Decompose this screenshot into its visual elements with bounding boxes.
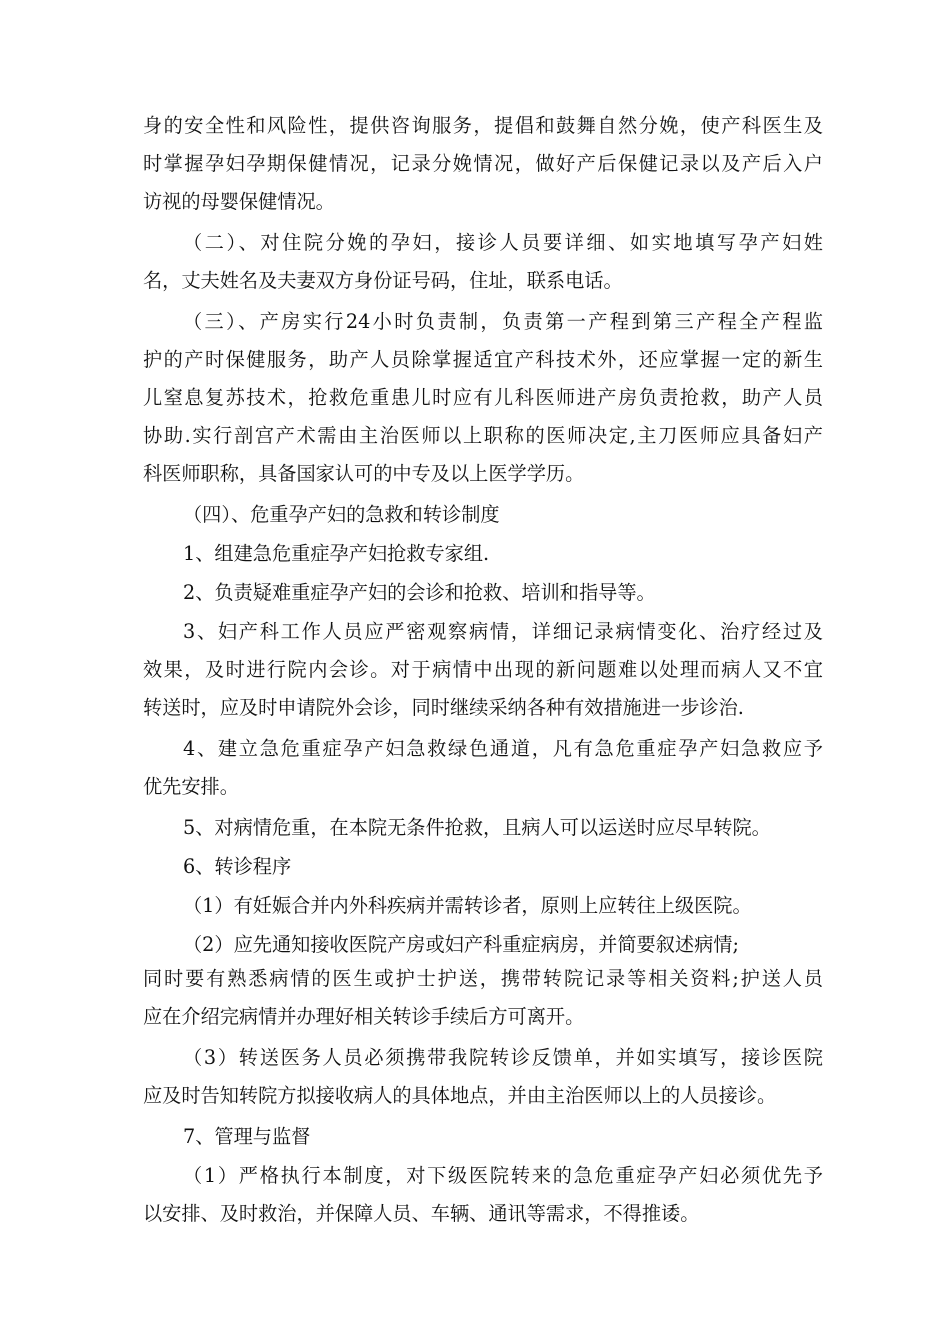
text-line: 6、转诊程序 [183,855,292,878]
text-line: （二）、对住院分娩的孕妇，接诊人员要详细、如实地填写孕产妇姓 [183,231,823,254]
text-line: 访视的母婴保健情况。 [143,190,335,213]
text-line: 7、管理与监督 [183,1125,311,1148]
text-line: 时掌握孕妇孕期保健情况，记录分娩情况，做好产后保健记录以及产后入户 [143,152,823,175]
text-line: （1）严格执行本制度，对下级医院转来的急危重症孕产妇必须优先予 [183,1164,823,1187]
text-line: 转送时，应及时申请院外会诊，同时继续采纳各种有效措施进一步诊治. [143,696,744,719]
text-line: 效果，及时进行院内会诊。对于病情中出现的新问题难以处理而病人又不宜 [143,658,823,681]
text-line: （三）、产房实行24小时负责制，负责第一产程到第三产程全产程监 [183,310,823,333]
text-line: 2、负责疑难重症孕产妇的会诊和抢救、培训和指导等。 [183,581,656,604]
text-line: （2）应先通知接收医院产房或妇产科重症病房，并简要叙述病情; [183,933,739,956]
text-line: 1、组建急危重症孕产妇抢救专家组. [183,542,490,565]
text-line: 5、对病情危重，在本院无条件抢救，且病人可以运送时应尽早转院。 [183,816,771,839]
text-line: 优先安排。 [143,775,239,798]
text-line: （3）转送医务人员必须携带我院转诊反馈单，并如实填写，接诊医院 [183,1046,823,1069]
text-line: 科医师职称，具备国家认可的中专及以上医学学历。 [143,462,585,485]
text-line: 协助.实行剖宫产术需由主治医师以上职称的医师决定,主刀医师应具备妇产 [143,424,823,447]
text-line: 以安排、及时救治，并保障人员、车辆、通讯等需求，不得推诿。 [143,1202,700,1225]
text-line: 儿窒息复苏技术，抢救危重患儿时应有儿科医师进产房负责抢救，助产人员 [143,386,823,409]
text-line: 3、妇产科工作人员应严密观察病情，详细记录病情变化、治疗经过及 [183,620,823,643]
text-line: 同时要有熟悉病情的医生或护士护送，携带转院记录等相关资料;护送人员 [143,967,823,990]
text-line: 名，丈夫姓名及夫妻双方身份证号码，住址，联系电话。 [143,269,623,292]
text-line: 应及时告知转院方拟接收病人的具体地点，并由主治医师以上的人员接诊。 [143,1084,777,1107]
text-line: 护的产时保健服务，助产人员除掌握适宜产科技术外，还应掌握一定的新生 [143,348,823,371]
text-line: 身的安全性和风险性，提供咨询服务，提倡和鼓舞自然分娩，使产科医生及 [143,114,823,137]
text-line: （1）有妊娠合并内外科疾病并需转诊者，原则上应转往上级医院。 [183,894,752,917]
text-line: （四）、危重孕产妇的急救和转诊制度 [183,503,500,526]
text-line: 4、建立急危重症孕产妇急救绿色通道，凡有急危重症孕产妇急救应予 [183,737,823,760]
text-line: 应在介绍完病情并办理好相关转诊手续后方可离开。 [143,1005,585,1028]
